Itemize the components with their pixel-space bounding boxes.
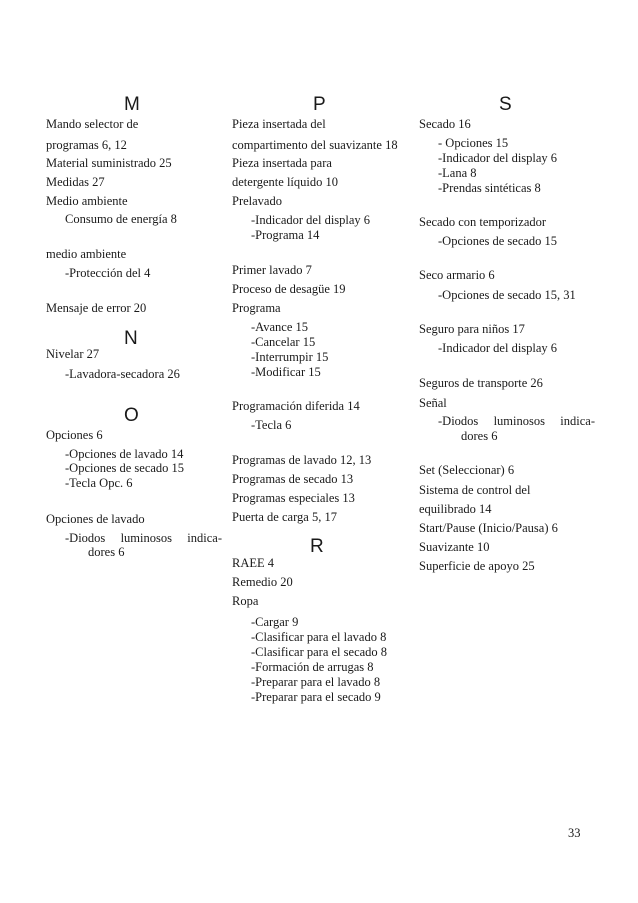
index-entry: Sistema de control del	[419, 483, 531, 497]
section-letter-s: S	[499, 94, 512, 115]
index-entry: Primer lavado 7	[232, 263, 312, 277]
index-subentry: -Cargar 9	[251, 615, 299, 629]
index-entry: medio ambiente	[46, 247, 127, 261]
index-subentry: -Clasificar para el lavado 8	[251, 630, 387, 644]
index-subentry: -Tecla Opc. 6	[65, 476, 133, 490]
index-entry: Secado 16	[419, 117, 471, 131]
index-subentry-word: indica-	[187, 531, 222, 545]
index-entry: Remedio 20	[232, 575, 293, 589]
index-entry: Opciones 6	[46, 428, 103, 442]
index-subentry: -Formación de arrugas 8	[251, 660, 374, 674]
index-subentry: -Protección del 4	[65, 266, 151, 280]
index-subentry-word: luminosos	[120, 531, 172, 545]
index-subentry: -Modificar 15	[251, 365, 321, 379]
index-entry: Pieza insertada del	[232, 117, 326, 131]
index-entry: Programa	[232, 301, 281, 315]
index-subentry: -Tecla 6	[251, 418, 292, 432]
index-subentry: -Opciones de secado 15	[438, 234, 558, 248]
index-subentry: -Avance 15	[251, 320, 309, 334]
index-entry: Pieza insertada para	[232, 156, 332, 170]
index-entry: Señal	[419, 396, 447, 410]
index-subentry: -Opciones de lavado 14	[65, 447, 184, 461]
index-subentry	[65, 531, 222, 545]
index-entry: Medidas 27	[46, 175, 105, 189]
index-subentry-word: -Diodos	[438, 414, 479, 428]
index-entry: Start/Pause (Inicio/Pausa) 6	[419, 521, 558, 535]
index-subentry: Consumo de energía 8	[65, 212, 177, 226]
index-entry: detergente líquido 10	[232, 175, 338, 189]
index-entry: Secado con temporizador	[419, 215, 547, 229]
index-entry: Programas de lavado 12, 13	[232, 453, 372, 467]
index-entry: Puerta de carga 5, 17	[232, 510, 337, 524]
index-entry: Superficie de apoyo 25	[419, 559, 535, 573]
index-entry: Material suministrado 25	[46, 156, 172, 170]
section-letter-o: O	[124, 405, 139, 426]
index-entry: Suavizante 10	[419, 540, 490, 554]
index-entry: Seco armario 6	[419, 268, 495, 282]
index-entry: Programas de secado 13	[232, 472, 354, 486]
index-entry: Mensaje de error 20	[46, 301, 147, 315]
index-entry: Programas especiales 13	[232, 491, 355, 505]
index-subentry-continuation: dores 6	[88, 545, 125, 559]
section-letter-r: R	[310, 536, 324, 557]
index-subentry-word: -Diodos	[65, 531, 106, 545]
index-subentry: -Indicador del display 6	[251, 213, 371, 227]
index-entry: compartimento del suavizante 18	[232, 138, 398, 152]
index-entry: Ropa	[232, 594, 259, 608]
index-subentry: -Preparar para el lavado 8	[251, 675, 381, 689]
index-entry: Programación diferida 14	[232, 399, 360, 413]
index-subentry: -Preparar para el secado 9	[251, 690, 381, 704]
index-entry: programas 6, 12	[46, 138, 127, 152]
index-entry: Seguros de transporte 26	[419, 376, 543, 390]
index-subentry: -Indicador del display 6	[438, 341, 558, 355]
index-subentry: -Lavadora-secadora 26	[65, 367, 180, 381]
index-subentry-word: luminosos	[493, 414, 545, 428]
index-entry: Set (Seleccionar) 6	[419, 463, 515, 477]
index-entry: Nivelar 27	[46, 347, 100, 361]
index-entry: equilibrado 14	[419, 502, 492, 516]
index-subentry-continuation: dores 6	[461, 429, 498, 443]
index-subentry: -Opciones de secado 15, 31	[438, 288, 576, 302]
index-subentry: -Programa 14	[251, 228, 320, 242]
index-entry: Opciones de lavado	[46, 512, 145, 526]
index-entry: Mando selector de	[46, 117, 139, 131]
index-entry: Medio ambiente	[46, 194, 128, 208]
section-letter-p: P	[313, 94, 326, 115]
index-subentry: -Cancelar 15	[251, 335, 316, 349]
index-entry: Seguro para niños 17	[419, 322, 525, 336]
page-number: 33	[568, 826, 581, 840]
section-letter-n: N	[124, 328, 138, 349]
index-subentry: -Opciones de secado 15	[65, 461, 185, 475]
index-entry: Proceso de desagüe 19	[232, 282, 346, 296]
section-letter-m: M	[124, 94, 140, 115]
index-subentry: -Interrumpir 15	[251, 350, 329, 364]
index-subentry: -Indicador del display 6	[438, 151, 558, 165]
index-entry: Prelavado	[232, 194, 282, 208]
index-subentry	[438, 414, 595, 428]
index-subentry: - Opciones 15	[438, 136, 509, 150]
index-subentry: -Lana 8	[438, 166, 477, 180]
index-subentry: -Prendas sintéticas 8	[438, 181, 541, 195]
index-entry: RAEE 4	[232, 556, 275, 570]
index-subentry: -Clasificar para el secado 8	[251, 645, 388, 659]
index-subentry-word: indica-	[560, 414, 595, 428]
